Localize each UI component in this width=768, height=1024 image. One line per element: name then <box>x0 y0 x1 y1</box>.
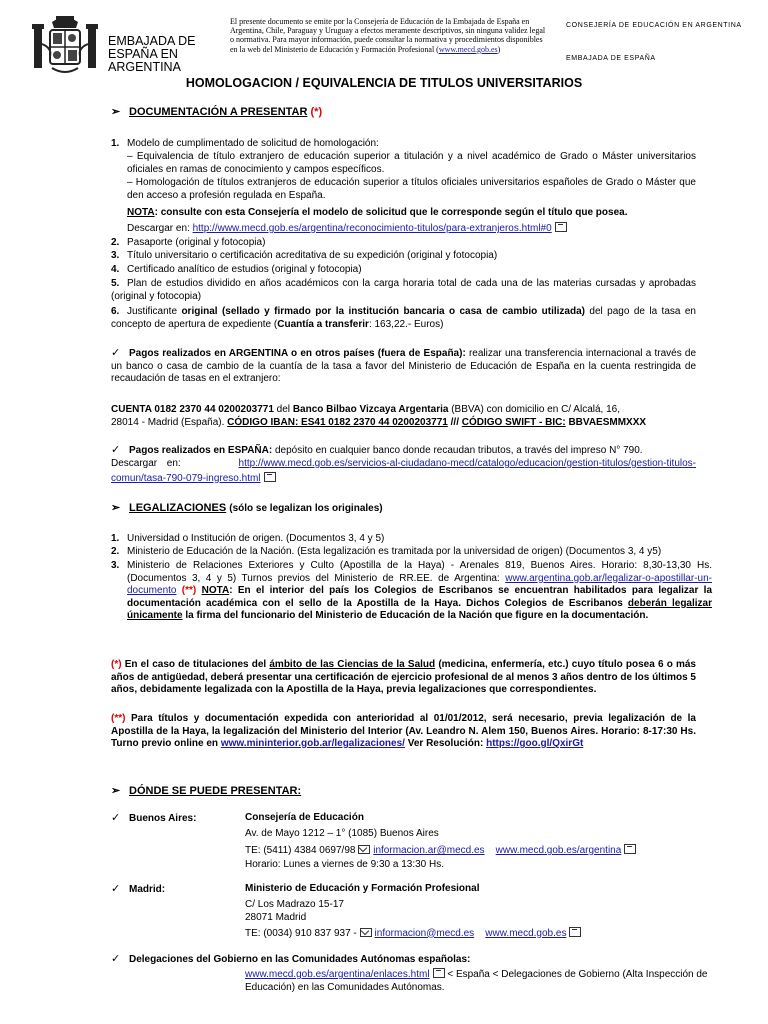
item-number: 3. <box>111 560 120 571</box>
bank-codes <box>111 417 731 430</box>
checkmark-icon: ✓ <box>111 883 121 895</box>
mininterior-link[interactable]: www.mininterior.gob.ar/legalizaciones/ <box>220 738 405 749</box>
arrow-bullet-icon: ➢ <box>111 106 121 118</box>
section-heading: LEGALIZACIONES <box>129 502 227 514</box>
consejeria-label: CONSEJERÍA DE EDUCACIÓN EN ARGENTINA <box>566 22 742 29</box>
payment-text: realizar una transferencia internacional a través de un banco o casa de cambio de la cuantía de la tasa a favor del Ministerio de Educación de España en la cuenta restringida de recaudación de tasas en el extranjero: <box>111 348 696 385</box>
item-bold: la firma del funcionario del Ministerio de Educación de la Nación que figure en la documentación. <box>182 610 649 621</box>
sub-item: – Homologación de títulos extranjeros de educación superior a títulos oficiales universitarios españoles de Grado o Máster que den acceso a profesión regulada en España. <box>127 177 696 201</box>
note-underline: ámbito de las Ciencias de la Salud <box>269 659 436 670</box>
account-number: CUENTA 0182 2370 44 0200203771 <box>111 404 274 415</box>
location-madrid <box>245 883 715 940</box>
account-text: del <box>273 404 293 415</box>
note-health-sciences <box>111 659 696 697</box>
swift-label: CÓDIGO SWIFT - BIC: <box>461 417 566 428</box>
note-text: En el caso de titulaciones del <box>121 659 270 670</box>
external-link-icon <box>433 968 445 978</box>
asterisk-mark: (*) <box>111 659 122 670</box>
list-item <box>111 306 696 331</box>
office-hours: Horario: Lunes a viernes de 9:30 a 13:30 Hs. <box>245 858 445 870</box>
item-number: 2. <box>111 546 120 557</box>
download-link[interactable]: http://www.mecd.gob.es/servicios-al-ciudadano-mecd/catalogo/educacion/gestion-titulos/gestion-titulos-comun/tasa-790-079-ingreso.html <box>111 458 696 484</box>
arrow-bullet-icon: ➢ <box>111 785 121 797</box>
office-address: C/ Los Madrazo 15-17 <box>245 898 344 910</box>
office-name: Consejería de Educación <box>245 812 364 823</box>
office-contact <box>245 843 715 858</box>
account-text: 28014 - Madrid (España). <box>111 417 228 428</box>
item-bold: : En el interior del país los Colegios de Escribanos se encuentran habilitados para legalizar la documentación académica con el sello de la Apostilla de la Haya. Dichos Colegios de Escribanos <box>127 585 713 609</box>
location-buenos-aires <box>245 812 715 871</box>
location-label: Madrid: <box>129 884 166 895</box>
disclaimer-end: ) <box>497 44 501 54</box>
list-item <box>111 138 696 151</box>
download-line <box>111 458 696 485</box>
item-number: 2. <box>111 237 120 248</box>
checkmark-icon: ✓ <box>111 953 121 965</box>
payment-text: depósito en cualquier banco donde recaudan tributos, a través del impreso N° 790. <box>272 445 643 456</box>
location-label: Buenos Aires: <box>129 813 197 824</box>
item-number: 5. <box>111 278 120 289</box>
office-address: 28071 Madrid <box>245 912 307 923</box>
external-link-icon <box>624 844 636 854</box>
item-text: Plan de estudios dividido en años académicos con la carga horaria total de cada una de las materias cursadas y aprobadas (original y fotocopia) <box>111 278 696 302</box>
item-text: Modelo de cumplimentado de solicitud de homologación: <box>127 138 379 149</box>
item-text: Título universitario o certificación acreditativa de su expedición (original y fotocopia) <box>127 250 498 261</box>
list-item <box>111 250 696 263</box>
embassy-line-3: ARGENTINA <box>108 60 181 75</box>
item-text: Universidad o Institución de origen. (Documentos 3, 4 y 5) <box>127 533 385 544</box>
list-item <box>111 533 696 546</box>
office-phone: TE: (5411) 4384 0697/98 <box>245 845 359 856</box>
payment-lead: Pagos realizados en ESPAÑA: <box>129 445 273 456</box>
resolution-link[interactable]: https://goo.gl/QxirGt <box>486 738 584 749</box>
section-donde <box>111 785 301 799</box>
item-number: 1. <box>111 138 120 149</box>
item-text: Certificado analítico de estudios (original y fotocopia) <box>127 264 362 275</box>
delegaciones <box>245 967 715 994</box>
list-item <box>111 546 696 559</box>
checkmark-icon: ✓ <box>111 812 121 824</box>
delegaciones-link[interactable]: www.mecd.gob.es/argentina/enlaces.html <box>245 969 430 980</box>
section-documentacion <box>111 106 322 120</box>
arrow-bullet-icon: ➢ <box>111 502 121 514</box>
list-item <box>111 560 712 623</box>
apostille-link[interactable]: www.argentina.gob.ar/legalizar-o-apostillar-un-documento <box>127 572 712 596</box>
note-interior-ministry <box>111 713 696 751</box>
office-address: Av. de Mayo 1212 – 1° (1085) Buenos Aires <box>245 827 439 839</box>
swift-code: BBVAESMMXXX <box>565 417 647 428</box>
disclaimer-text: El presente documento se emite por la Consejería de Educación de la Embajada de España en Argentina, Chile, Paraguay y Uruguay a efectos meramente descriptivos, sin ninguna validez legal o normativa. Para mayor información, puede consultar la normativa y procedimientos disponibles en la web del Ministerio de Educación y Formación Profesional ( <box>230 17 546 54</box>
location-madrid-label <box>111 883 165 897</box>
payment-lead: Pagos realizados en ARGENTINA o en otros países (fuera de España): <box>129 348 466 359</box>
list-item <box>111 278 696 303</box>
account-text: (BBVA) con domicilio en C/ Alcalá, 16, <box>448 404 620 415</box>
note-text: (medicina, enfermería, etc.) cuyo título posea 6 o más años de antigüedad, deberá presentar una certificación de ejercicio profesional de al menos 3 años dentro de los últimos 5 años, debidamente legalizada con la Apostilla de la Haya, previa legalizaciones que correspondientes. <box>111 659 696 695</box>
separator: /// <box>447 417 462 428</box>
bank-account <box>111 404 701 417</box>
disclaimer-link[interactable]: www.mecd.gob.es <box>438 44 498 54</box>
mail-icon <box>358 845 370 854</box>
nota-label: NOTA <box>201 585 230 596</box>
location-buenos-aires-label <box>111 812 196 826</box>
download-line <box>127 221 696 236</box>
email-link[interactable]: informacion@mecd.es <box>374 927 475 939</box>
item-text: Justificante <box>127 306 182 317</box>
external-link-icon <box>555 222 567 232</box>
embassy-line-2: ESPAÑA EN <box>108 47 178 62</box>
office-contact <box>245 926 715 941</box>
section-legalizaciones <box>111 502 383 516</box>
download-label: Descargar en: <box>127 223 190 234</box>
asterisk-mark: (*) <box>310 106 323 118</box>
list-item <box>111 264 696 277</box>
embassy-line-1: EMBAJADA DE <box>108 34 196 48</box>
website-link[interactable]: www.mecd.gob.es/argentina <box>495 845 622 856</box>
download-link[interactable]: http://www.mecd.gob.es/argentina/reconocimiento-titulos/para-extranjeros.html#0 <box>192 223 552 234</box>
item-number: 6. <box>111 306 120 317</box>
nota-text: : consulte con esta Consejería el modelo de solicitud que le corresponde según el título que posea. <box>154 207 628 218</box>
item-number: 1. <box>111 533 120 544</box>
external-link-icon <box>569 927 581 937</box>
external-link-icon <box>264 472 276 482</box>
delegaciones-text: < España < Delegaciones de Gobierno (Alta Inspección de Educación) en las Comunidades Autónomas. <box>245 969 708 993</box>
email-link[interactable]: informacion.ar@mecd.es <box>373 845 485 856</box>
iban-code: CÓDIGO IBAN: ES41 0182 2370 44 0200203771 <box>227 417 448 428</box>
item-text: Ministerio de Relaciones Exteriores y Culto (Apostilla de la Haya) - Arenales 819, Buenos Aires. Horario: 8,30-13,30 Hs. (Documentos 3, 4 y 5) Turnos previos del Ministerio de RR.EE. de Argentina: <box>127 560 712 584</box>
item-text: Ministerio de Educación de la Nación. (Esta legalización es tramitada por la universidad de origen) (Documentos 3, 4 y5) <box>127 546 662 557</box>
download-label: Descargar en: <box>111 458 181 469</box>
item-bold: Cuantía a transferir <box>277 318 369 330</box>
coat-of-arms-icon <box>30 14 100 76</box>
note-text: Ver Resolución: <box>404 738 487 749</box>
item-text: del pago de la tasa en concepto de apertura de expediente ( <box>111 306 696 330</box>
double-asterisk-mark: (**) <box>111 713 126 724</box>
section-heading: DOCUMENTACIÓN A PRESENTAR <box>129 106 308 118</box>
checkmark-icon: ✓ <box>111 444 121 456</box>
section-note: (sólo se legalizan los originales) <box>229 503 383 514</box>
nota <box>127 207 696 220</box>
item-number: 3. <box>111 250 120 261</box>
bank-name: Banco Bilbao Vizcaya Argentaria <box>292 404 449 415</box>
location-label: Delegaciones del Gobierno en las Comunidades Autónomas españolas: <box>129 954 471 965</box>
item-bold: original (sellado y firmado por la institución bancaria o casa de cambio utilizada) <box>181 306 585 317</box>
list-item <box>111 237 696 250</box>
note-text: Para títulos y documentación expedida con anterioridad al 01/01/2012, será necesario, previa legalización de la Apostilla de la Haya, la legalización del Ministerio del Interior (Av. Leandro N. Alem 150, Buenos Aires. Horario: 8-17:30 Hs. Turno previo online en <box>111 713 696 749</box>
payment-spain <box>111 444 696 458</box>
double-asterisk-mark: (**) <box>176 585 202 596</box>
office-phone: TE: (0034) 910 837 937 - <box>245 927 360 939</box>
item-text: Pasaporte (original y fotocopia) <box>127 237 266 248</box>
item-text: : 163,22.- Euros) <box>368 318 444 330</box>
embajada-label: EMBAJADA DE ESPAÑA <box>566 55 656 62</box>
disclaimer <box>230 17 548 54</box>
payment-argentina <box>111 347 696 386</box>
page-title: HOMOLOGACION / EQUIVALENCIA DE TITULOS UNIVERSITARIOS <box>185 76 583 90</box>
mail-icon <box>360 928 372 937</box>
item-number: 4. <box>111 264 120 275</box>
section-heading: DÓNDE SE PUEDE PRESENTAR: <box>129 785 302 797</box>
sub-item: – Equivalencia de título extranjero de educación superior a titulación y a nivel académico de Grado o Máster universitarios oficiales en ramas de conocimiento y campos específicos. <box>127 151 696 175</box>
website-link[interactable]: www.mecd.gob.es <box>485 927 567 939</box>
embassy-name <box>108 35 196 74</box>
checkmark-icon: ✓ <box>111 347 121 359</box>
item-bold-underline: deberán legalizar únicamente <box>127 597 712 621</box>
office-name: Ministerio de Educación y Formación Profesional <box>245 883 480 894</box>
nota-label: NOTA <box>127 207 155 218</box>
delegaciones-label <box>111 953 470 967</box>
